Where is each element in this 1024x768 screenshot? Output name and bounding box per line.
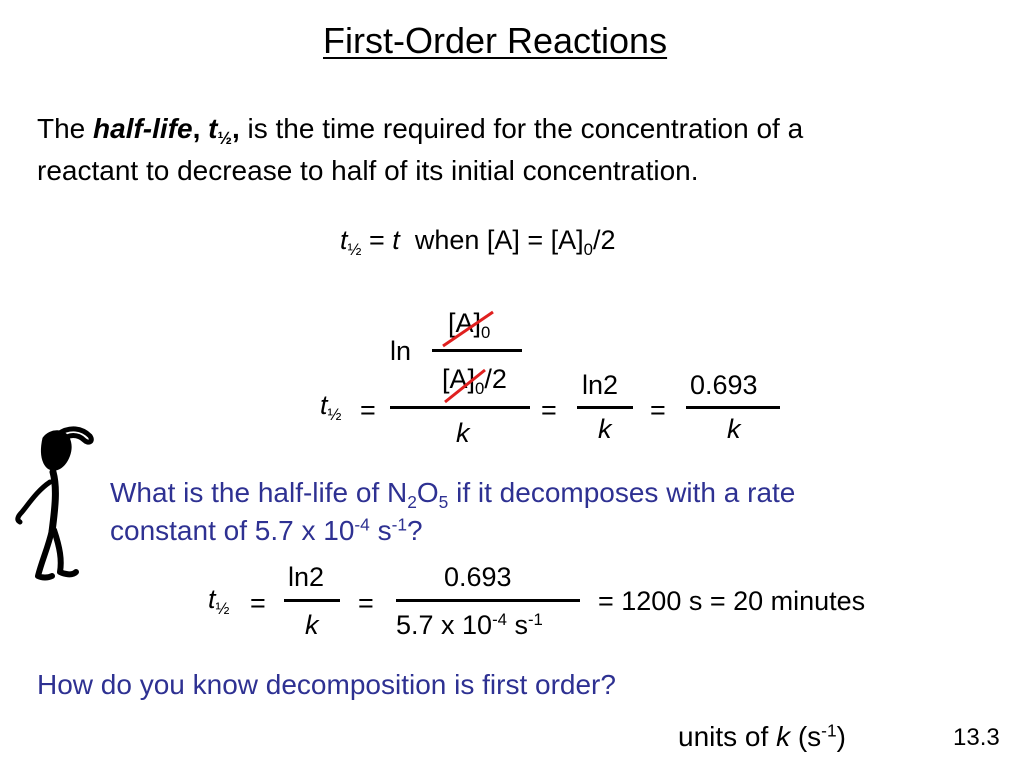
question-sub-2: 2 xyxy=(407,492,417,513)
definition-comma: , xyxy=(192,113,201,144)
definition-line-2: reactant to decrease to half of its initial concentration. xyxy=(37,155,699,186)
condition-when: when [A] = [A] xyxy=(414,225,584,255)
units-note xyxy=(678,716,846,758)
question-sub-5: 5 xyxy=(438,492,449,513)
definition-rest: is the time required for the concentration of a xyxy=(247,113,804,144)
definition-the: The xyxy=(37,113,86,144)
question-text-b: O xyxy=(416,477,439,508)
question-sup-unit: -1 xyxy=(391,514,408,535)
inner-num-text: [A] xyxy=(448,308,482,338)
derivation-equals-1: = xyxy=(360,395,376,425)
question-text-a: What is the half-life of N xyxy=(110,477,408,508)
derivation-equals-2: = xyxy=(541,395,557,425)
figure-leg-left xyxy=(38,530,52,578)
derivation-value: 0.693 xyxy=(690,370,758,400)
condition-equation xyxy=(340,225,616,259)
solution-half-sub: ½ xyxy=(215,598,230,618)
units-open: (s xyxy=(797,721,822,752)
solution-lhs xyxy=(208,584,230,618)
solution-ln2-fraction-bar xyxy=(284,599,340,602)
derivation-half-sub: ½ xyxy=(327,404,342,424)
strike-denominator xyxy=(445,370,485,402)
derivation-ln2-fraction-bar xyxy=(577,406,633,409)
figure-torso xyxy=(52,472,55,532)
question-sup-exp: -4 xyxy=(354,514,370,535)
definition-t: t xyxy=(208,113,218,144)
cancellation-marks xyxy=(440,308,500,408)
question-text-c: if it decomposes with a rate xyxy=(456,477,796,508)
question-mark: ? xyxy=(407,515,423,546)
solution-result: = 1200 s = 20 minutes xyxy=(598,586,866,616)
derivation-outer-fraction-bar xyxy=(390,406,530,409)
figure-leg-right xyxy=(54,530,76,574)
units-sup: -1 xyxy=(821,720,837,741)
definition-term: half-life xyxy=(93,113,193,144)
solution-den-sup-unit: -1 xyxy=(527,609,543,629)
strike-numerator xyxy=(443,312,493,346)
solution-den-constant: 5.7 x 10 xyxy=(396,610,493,640)
question-unit-s: s xyxy=(377,515,392,546)
solution-equals-1: = xyxy=(250,588,266,618)
derivation-value-fraction-bar xyxy=(686,406,780,409)
page-title: First-Order Reactions xyxy=(323,20,668,61)
inner-den-tail: /2 xyxy=(484,364,507,394)
condition-equals: = xyxy=(369,225,385,255)
question-line-2 xyxy=(110,510,423,552)
condition-half-sub: ½ xyxy=(347,239,362,259)
solution-t: t xyxy=(208,584,216,614)
definition-line-1: The half-life, $t_{\frac{1}{2}}$, is the time required for the concentration of a xyxy=(37,113,804,149)
condition-zero-sub: 0 xyxy=(583,239,593,259)
solution-equals-2: = xyxy=(358,588,374,618)
condition-t2: t xyxy=(392,225,400,255)
derivation-equals-3: = xyxy=(650,395,666,425)
slide-number: 13.3 xyxy=(953,724,1000,751)
derivation-k1: k xyxy=(598,414,612,444)
inner-den-sub: 0 xyxy=(475,378,485,398)
units-k: k xyxy=(776,721,791,752)
figure-arm-lower xyxy=(18,482,50,522)
derivation-t: t xyxy=(320,390,328,420)
units-text: units of xyxy=(678,721,769,752)
definition-half-sub: ½ xyxy=(217,128,232,149)
condition-t: t xyxy=(340,225,348,255)
units-close: ) xyxy=(836,721,846,752)
solution-k: k xyxy=(305,610,319,640)
derivation-ln: ln xyxy=(390,336,412,366)
question-constant: constant of 5.7 x 10 xyxy=(110,515,355,546)
solution-den-unit: s xyxy=(514,610,528,640)
derivation-k2: k xyxy=(727,414,741,444)
derivation-outer-denominator: k xyxy=(456,418,470,448)
solution-fraction-bar xyxy=(396,599,580,602)
followup-question: How do you know decomposition is first order? xyxy=(37,669,616,700)
solution-numerator: 0.693 xyxy=(444,562,512,592)
question-line-1 xyxy=(110,472,795,514)
thinking-person-icon xyxy=(8,420,103,585)
condition-tail: /2 xyxy=(592,225,616,255)
solution-denominator xyxy=(396,610,543,641)
solution-ln2: ln2 xyxy=(288,562,325,592)
inner-num-sub: 0 xyxy=(481,322,491,342)
derivation-ln2: ln2 xyxy=(582,370,619,400)
inner-den-text: [A] xyxy=(442,364,476,394)
solution-den-sup-exp: -4 xyxy=(492,609,507,629)
derivation-lhs xyxy=(320,390,342,424)
